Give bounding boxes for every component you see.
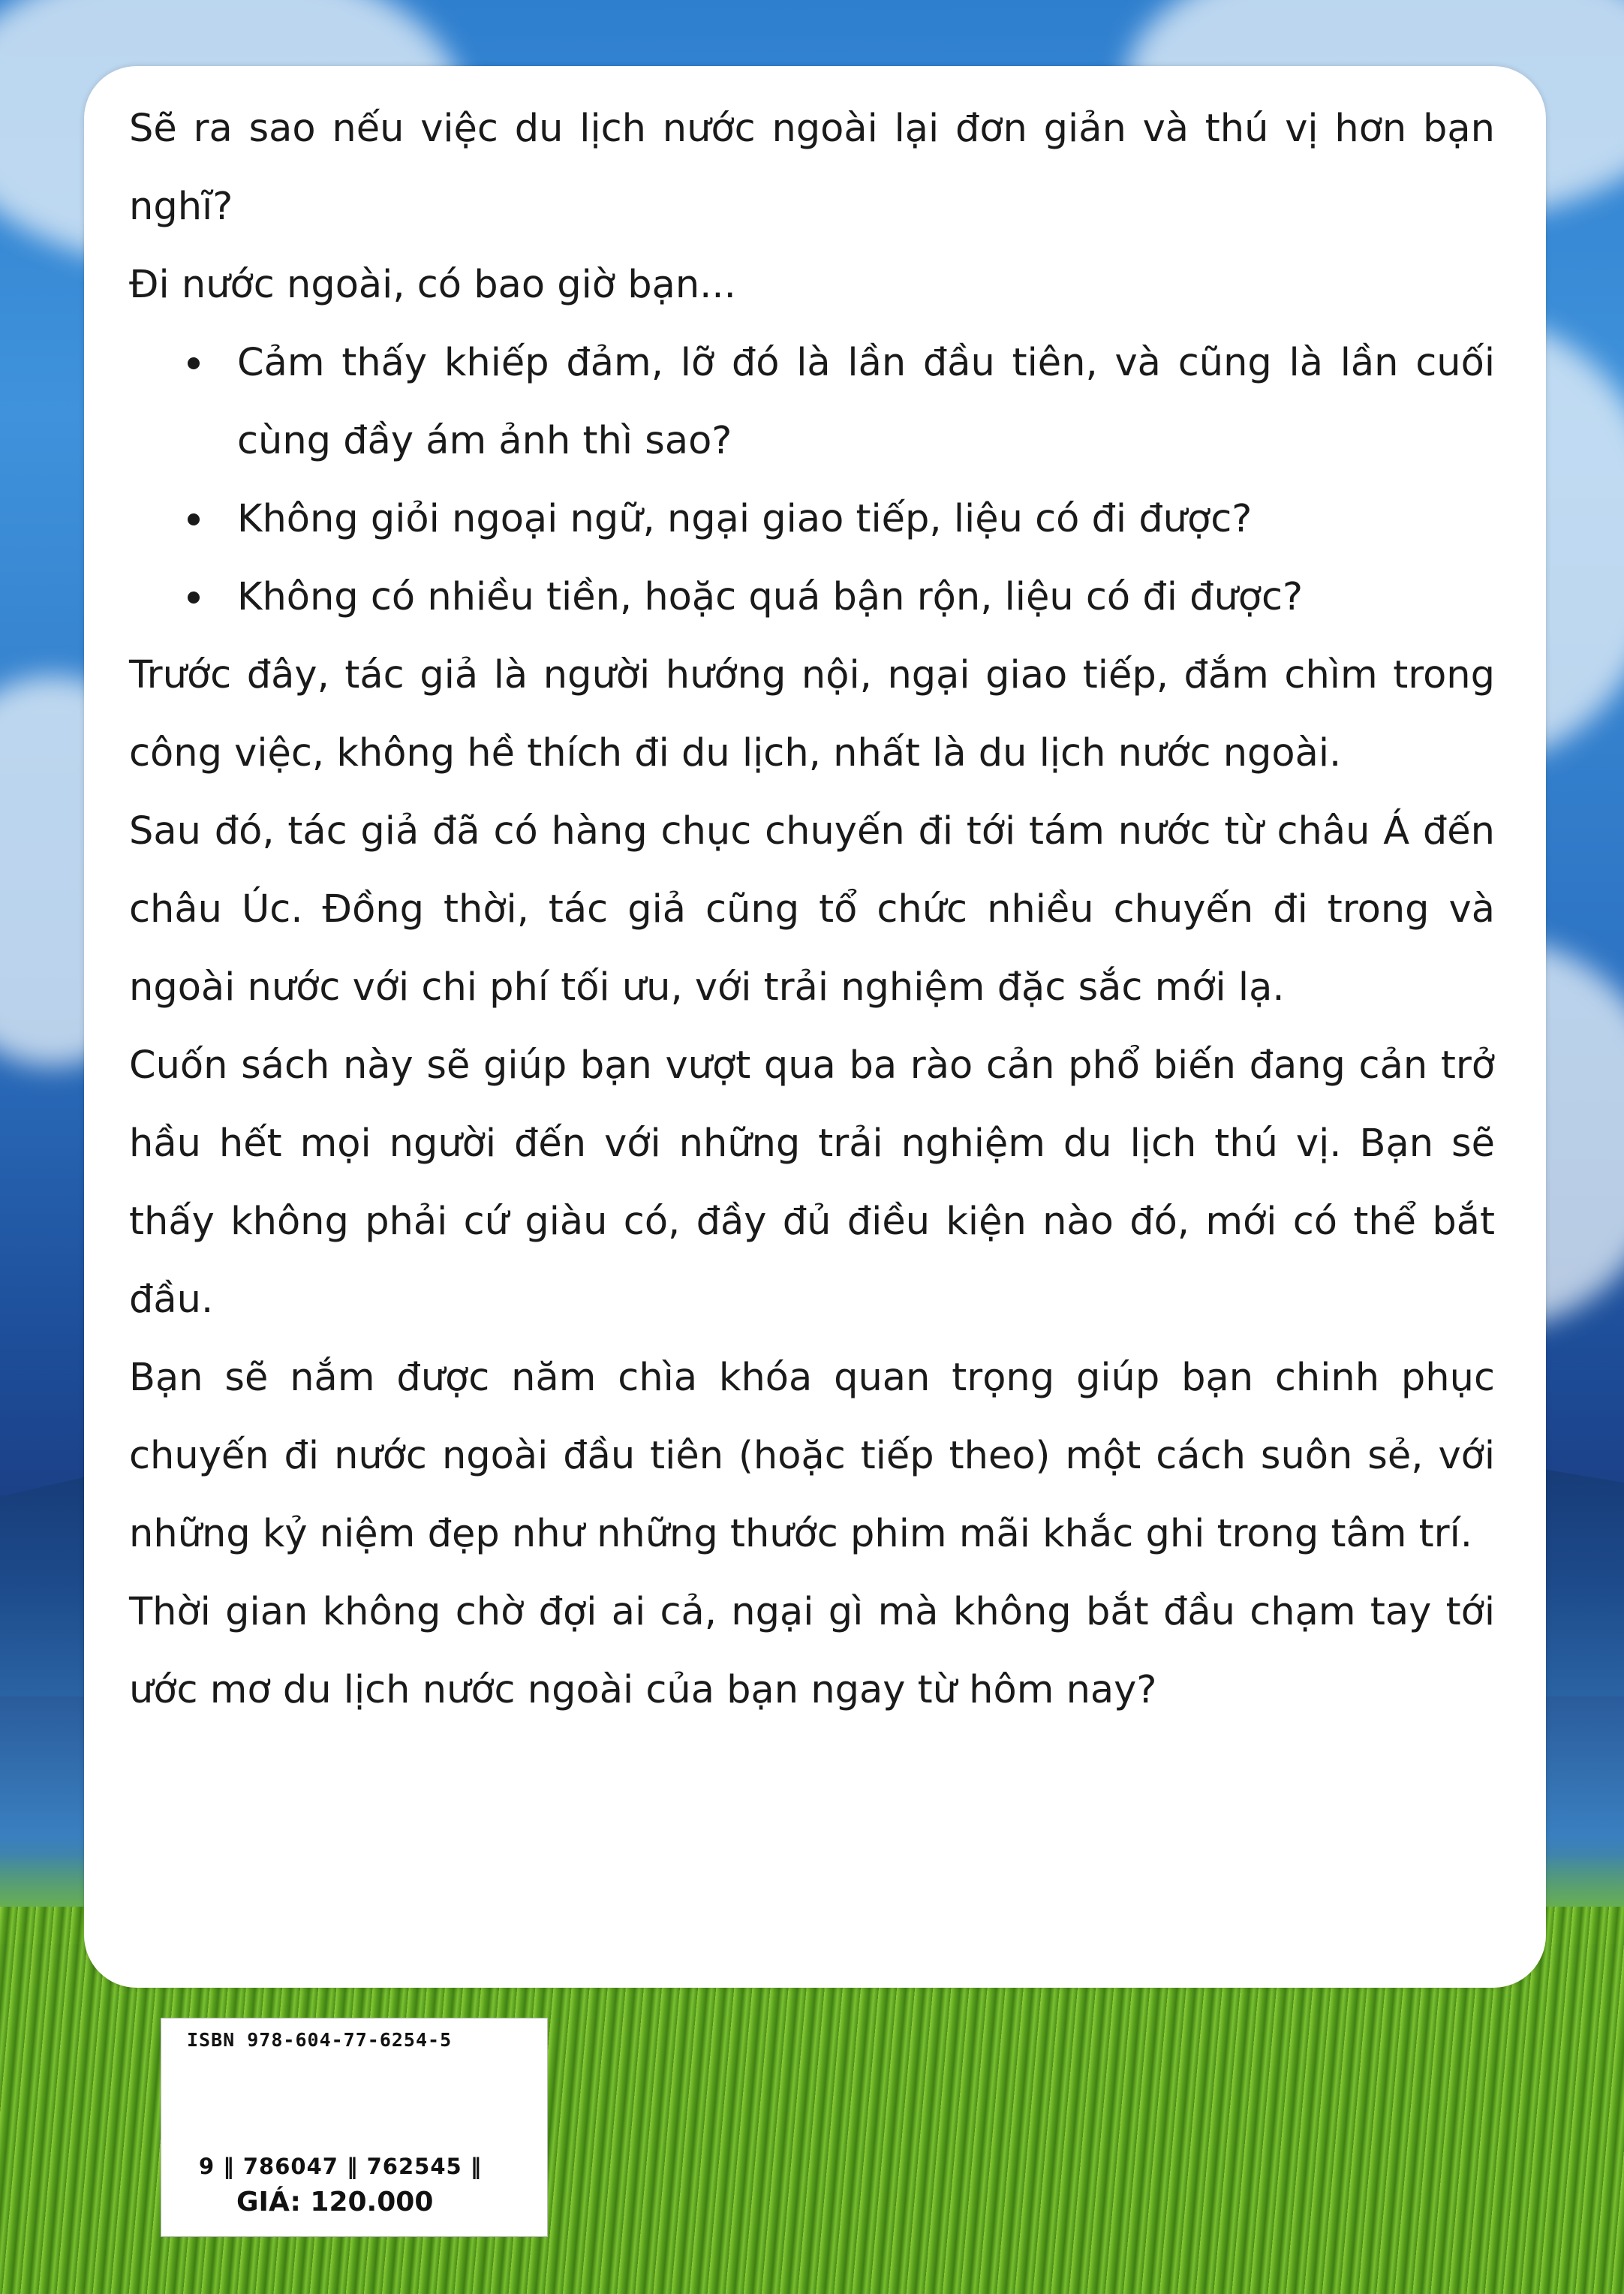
paragraph-author-before: Trước đây, tác giả là người hướng nội, ngại giao tiếp, đắm chìm trong công việc, không hề thích đi du lịch, nhất là du lịch nước ngoài. xyxy=(129,653,1495,775)
list-item: Không giỏi ngoại ngữ, ngại giao tiếp, liệu có đi được? xyxy=(237,480,1495,558)
paragraph-intro: Sẽ ra sao nếu việc du lịch nước ngoài lại đơn giản và thú vị hơn bạn nghĩ? xyxy=(129,107,1495,229)
concern-list xyxy=(129,324,1495,637)
description-panel xyxy=(84,66,1546,1988)
paragraph-call-to-action: Thời gian không chờ đợi ai cả, ngại gì mà không bắt đầu chạm tay tới ước mơ du lịch nước ngoài của bạn ngay từ hôm nay? xyxy=(129,1590,1495,1712)
barcode-label xyxy=(161,2018,548,2237)
paragraph-keys: Bạn sẽ nắm được năm chìa khóa quan trọng giúp bạn chinh phục chuyến đi nước ngoài đầu tiên (hoặc tiếp theo) một cách suôn sẻ, với những kỷ niệm đẹp như những thước phim mãi khắc ghi trong tâm trí. xyxy=(129,1356,1495,1556)
price-label: GIÁ: 120.000 xyxy=(236,2187,434,2217)
list-item: Không có nhiều tiền, hoặc quá bận rộn, liệu có đi được? xyxy=(237,558,1495,637)
paragraph-question: Đi nước ngoài, có bao giờ bạn... xyxy=(129,263,736,307)
paragraph-book-purpose: Cuốn sách này sẽ giúp bạn vượt qua ba rào cản phổ biến đang cản trở hầu hết mọi người đến với những trải nghiệm du lịch thú vị. Bạn sẽ thấy không phải cứ giàu có, đầy đủ điều kiện nào đó, mới có thể bắt đầu. xyxy=(129,1043,1495,1322)
barcode-number: 9 ‖ 786047 ‖ 762545 ‖ xyxy=(199,2154,483,2179)
list-item: Cảm thấy khiếp đảm, lỡ đó là lần đầu tiên, và cũng là lần cuối cùng đầy ám ảnh thì sao? xyxy=(237,324,1495,480)
isbn-text: ISBN 978-604-77-6254-5 xyxy=(187,2029,453,2051)
paragraph-author-after: Sau đó, tác giả đã có hàng chục chuyến đi tới tám nước từ châu Á đến châu Úc. Đồng thời, tác giả cũng tổ chức nhiều chuyến đi trong và ngoài nước với chi phí tối ưu, với trải nghiệm đặc sắc mới lạ. xyxy=(129,809,1495,1010)
barcode-bars xyxy=(191,2062,514,2152)
description-text xyxy=(129,90,1495,1730)
